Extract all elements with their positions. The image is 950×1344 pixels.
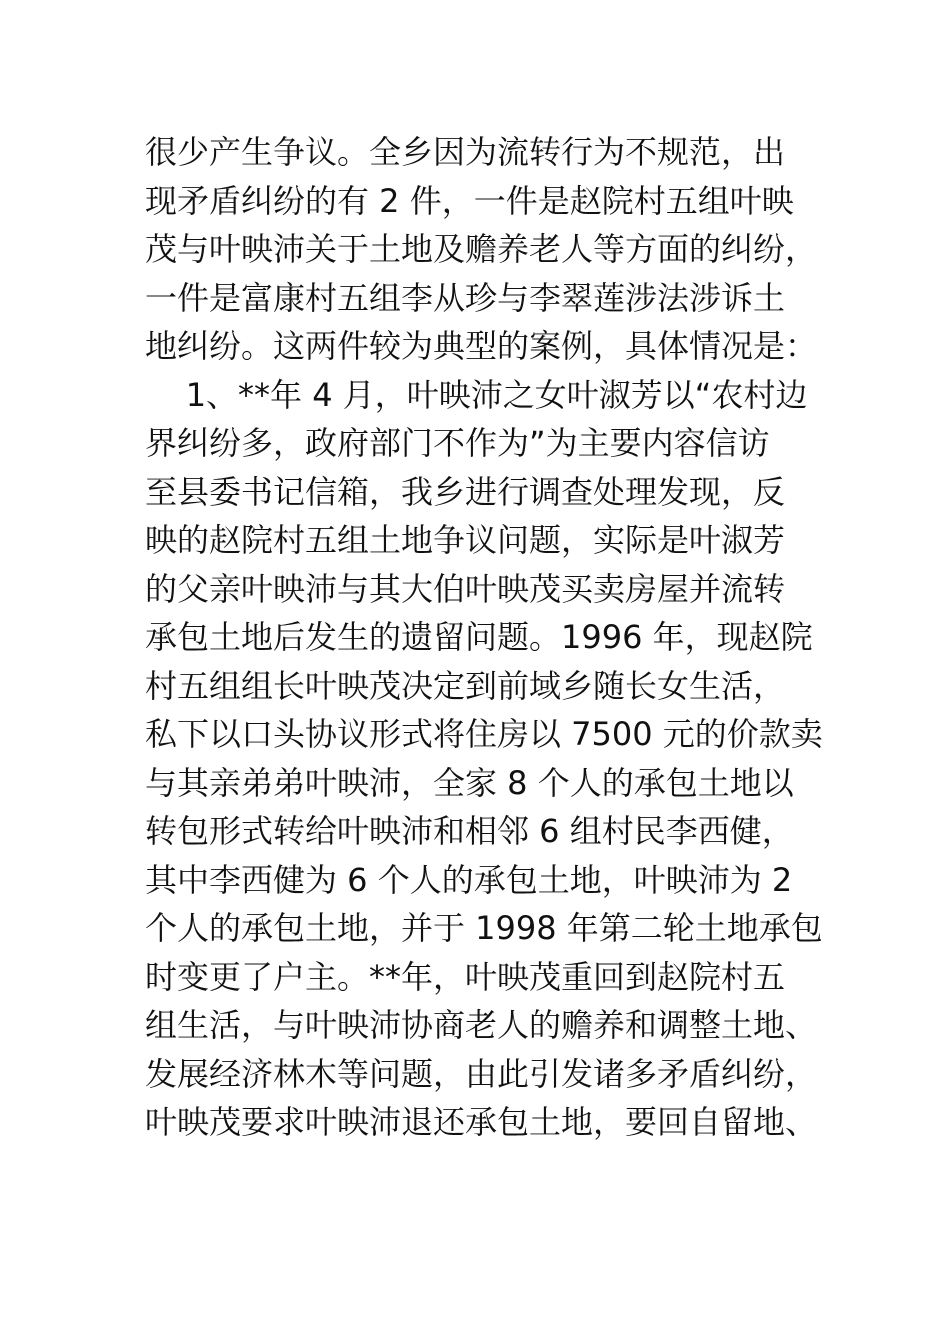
- text-line-21: 叶映茂要求叶映沛退还承包土地，要回自留地、: [145, 1103, 818, 1141]
- text-line-2: 现矛盾纠纷的有 2 件，一件是赵院村五组叶映: [145, 181, 794, 220]
- text-line-18: 时变更了户主。**年，叶映茂重回到赵院村五: [145, 957, 786, 996]
- text-line-11: 承包土地后发生的遗留问题。1996 年，现赵院: [145, 618, 813, 656]
- body-text: [145, 128, 825, 1147]
- text-line-10: 的父亲叶映沛与其大伯叶映茂买卖房屋并流转: [145, 569, 786, 608]
- text-line-9: 映的赵院村五组土地争议问题，实际是叶淑芳: [145, 521, 786, 559]
- text-line-14: 与其亲弟弟叶映沛，全家 8 个人的承包土地以: [145, 763, 794, 802]
- text-line-5: 地纠纷。这两件较为典型的案例，具体情况是：: [145, 327, 818, 365]
- text-line-15: 转包形式转给叶映沛和相邻 6 组村民李西健，: [145, 812, 794, 850]
- text-line-19: 组生活，与叶映沛协商老人的赡养和调整土地、: [145, 1006, 818, 1044]
- text-line-3: 茂与叶映沛关于土地及赡养老人等方面的纠纷，: [145, 230, 818, 268]
- text-line-4: 一件是富康村五组李从珍与李翠莲涉法涉诉土: [145, 278, 786, 317]
- text-line-12: 村五组组长叶映茂决定到前域乡随长女生活，: [145, 666, 786, 705]
- text-line-6: 1、**年 4 月，叶映沛之女叶淑芳以“农村边: [145, 375, 808, 414]
- text-line-7: 界纠纷多，政府部门不作为”为主要内容信访: [145, 424, 770, 462]
- text-line-8: 至县委书记信箱，我乡进行调查处理发现，反: [145, 472, 786, 511]
- text-line-1: 很少产生争议。全乡因为流转行为不规范，出: [145, 133, 786, 171]
- text-line-20: 发展经济林木等问题，由此引发诸多矛盾纠纷，: [145, 1054, 818, 1093]
- text-line-17: 个人的承包土地，并于 1998 年第二轮土地承包: [145, 909, 823, 947]
- text-line-13: 私下以口头协议形式将住房以 7500 元的价款卖: [145, 715, 823, 753]
- text-line-16: 其中李西健为 6 个人的承包土地，叶映沛为 2: [145, 860, 793, 899]
